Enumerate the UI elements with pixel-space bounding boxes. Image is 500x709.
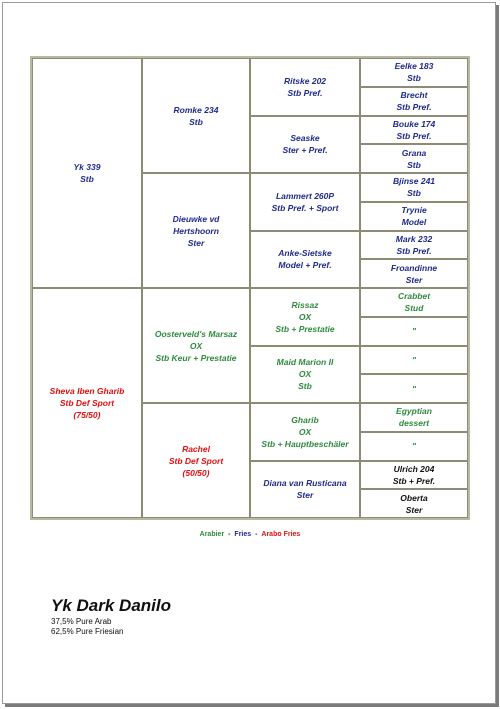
legend-separator: - <box>255 531 258 538</box>
pedigree-cell-gen3-7 <box>250 461 360 519</box>
pedigree-cell-gen4-12 <box>360 403 468 432</box>
pedigree-line: Seaske <box>290 133 320 144</box>
pedigree-line: Ster <box>405 504 423 515</box>
pedigree-line: OX <box>189 340 203 351</box>
pedigree-cell-gen2-1 <box>142 173 250 288</box>
horse-name: Yk Dark Danilo <box>51 596 171 615</box>
pedigree-line: Grana <box>401 147 427 158</box>
pedigree-cell-text <box>261 414 348 450</box>
pedigree-cell-gen3-2 <box>250 173 360 231</box>
breed-legend <box>0 531 500 538</box>
pedigree-line: Ritske 202 <box>283 75 327 86</box>
pedigree-line: Stb <box>407 159 421 170</box>
pedigree-cell-gen4-3 <box>360 144 468 173</box>
pedigree-cell-text <box>397 89 432 113</box>
pedigree-line: Stb <box>407 188 421 199</box>
pedigree-line: Ulrich 204 <box>393 463 435 474</box>
pedigree-cell-text <box>50 385 125 421</box>
pedigree-line: Stb Pref. <box>287 87 323 98</box>
pedigree-line: Model + Pref. <box>278 260 332 271</box>
pedigree-cell-gen3-4 <box>250 288 360 346</box>
pedigree-cell-text <box>391 262 437 286</box>
pedigree-cell-gen1-0 <box>32 58 142 288</box>
pedigree-line: Ster + Pref. <box>282 145 328 156</box>
pedigree-line: Froandinne <box>390 262 438 273</box>
pedigree-cell-gen4-6 <box>360 231 468 260</box>
pedigree-line: Stb <box>298 381 312 392</box>
pedigree-line: Trynie <box>401 205 427 216</box>
pedigree-cell-gen4-2 <box>360 116 468 145</box>
pedigree-line: Gharib <box>291 414 319 425</box>
pedigree-line: Stb <box>407 73 421 84</box>
pedigree-cell-gen3-6 <box>250 403 360 461</box>
pedigree-cell-gen4-0 <box>360 58 468 87</box>
pedigree-cell-text <box>393 463 435 487</box>
friesian-percentage: 62,5% Pure Friesian <box>51 627 124 636</box>
pedigree-table <box>30 56 470 520</box>
pedigree-cell-gen2-3 <box>142 403 250 518</box>
pedigree-line: Sheva Iben Gharib <box>49 386 125 396</box>
pedigree-cell-gen4-11 <box>360 374 468 403</box>
pedigree-line: OX <box>298 369 312 380</box>
pedigree-line: dessert <box>398 418 430 429</box>
pedigree-line: Ster <box>187 237 205 248</box>
pedigree-cell-text <box>275 299 334 335</box>
pedigree-line: Oberta <box>400 492 428 503</box>
pedigree-line: Ster <box>405 274 423 285</box>
pedigree-line: " <box>411 326 417 337</box>
pedigree-line: Bjinse 241 <box>392 176 436 187</box>
pedigree-cell-gen3-5 <box>250 346 360 404</box>
pedigree-line: Egyptian <box>396 406 432 417</box>
pedigree-line: Stb + Pref. <box>392 475 436 486</box>
pedigree-line: Rissaz <box>291 299 319 310</box>
pedigree-line: Stb Pref. <box>396 102 432 113</box>
pedigree-cell-text <box>169 443 223 479</box>
pedigree-cell-gen4-15 <box>360 489 468 518</box>
pedigree-cell-gen3-3 <box>250 231 360 289</box>
pedigree-line: Brecht <box>400 90 428 101</box>
pedigree-line: " <box>411 441 417 452</box>
pedigree-cell-gen3-0 <box>250 58 360 116</box>
pedigree-cell-text <box>174 104 219 128</box>
pedigree-cell-gen4-10 <box>360 346 468 375</box>
pedigree-line: Stb Keur + Prestatie <box>155 352 237 363</box>
pedigree-cell-text <box>395 60 434 84</box>
pedigree-line: Eelke 183 <box>394 61 434 72</box>
pedigree-cell-text <box>412 354 416 366</box>
legend-fries: Fries <box>234 531 252 538</box>
pedigree-line: Stb <box>80 174 94 184</box>
pedigree-line: Mark 232 <box>395 233 433 244</box>
pedigree-line: Dieuwke vd <box>172 213 220 224</box>
pedigree-line: Crabbet <box>397 291 431 302</box>
pedigree-line: OX <box>298 426 312 437</box>
pedigree-cell-gen4-7 <box>360 259 468 288</box>
pedigree-cell-text <box>282 132 327 156</box>
legend-arabier: Arabier <box>199 531 225 538</box>
pedigree-cell-text <box>401 204 426 228</box>
pedigree-cell-text <box>263 477 346 501</box>
pedigree-cell-text <box>155 328 237 364</box>
legend-arabo: Arabo <box>261 531 282 538</box>
pedigree-cell-gen4-14 <box>360 461 468 490</box>
pedigree-line: Stb + Prestatie <box>275 323 335 334</box>
pedigree-line: Stb Def Sport <box>59 398 115 408</box>
pedigree-line: Stud <box>404 303 424 314</box>
pedigree-cell-gen1-1 <box>32 288 142 518</box>
pedigree-line: Hertshoorn <box>173 225 219 236</box>
pedigree-cell-gen3-1 <box>250 116 360 174</box>
pedigree-line: Stb Pref. <box>396 130 432 141</box>
pedigree-line: Lammert 260P <box>275 190 335 201</box>
legend-arabo-fries: Fries <box>283 531 301 538</box>
pedigree-line: Yk 339 <box>73 162 101 172</box>
pedigree-line: Oosterveld's Marsaz <box>154 328 238 339</box>
pedigree-line: (50/50) <box>182 467 210 478</box>
pedigree-cell-text <box>272 190 339 214</box>
pedigree-cell-gen2-2 <box>142 288 250 403</box>
arab-percentage: 37,5% Pure Arab <box>51 617 112 626</box>
pedigree-cell-text <box>412 440 416 452</box>
pedigree-cell-text <box>396 233 432 257</box>
pedigree-line: Ster <box>296 490 314 501</box>
pedigree-cell-text <box>402 147 427 171</box>
pedigree-line: Stb Pref. <box>396 245 432 256</box>
pedigree-line: Model <box>401 217 427 228</box>
pedigree-cell-text <box>412 383 416 395</box>
pedigree-cell-text <box>412 325 416 337</box>
pedigree-line: Stb Pref. + Sport <box>271 202 339 213</box>
pedigree-line: Maid Marion II <box>276 357 334 368</box>
pedigree-cell-text <box>393 175 435 199</box>
pedigree-cell-gen4-13 <box>360 432 468 461</box>
pedigree-line: " <box>411 354 417 365</box>
pedigree-cell-text <box>278 247 331 271</box>
pedigree-cell-text <box>396 405 432 429</box>
pedigree-cell-gen4-8 <box>360 288 468 317</box>
pedigree-line: (75/50) <box>73 410 101 420</box>
pedigree-line: OX <box>298 311 312 322</box>
pedigree-line: Stb + Hauptbeschäler <box>261 438 349 449</box>
pedigree-cell-gen4-5 <box>360 202 468 231</box>
pedigree-cell-text <box>398 290 430 314</box>
pedigree-line: Stb Def Sport <box>168 455 224 466</box>
pedigree-cell-gen4-9 <box>360 317 468 346</box>
legend-separator: - <box>228 531 231 538</box>
pedigree-line: " <box>411 383 417 394</box>
pedigree-line: Diana van Rusticana <box>263 478 347 489</box>
pedigree-cell-text <box>400 492 427 516</box>
pedigree-cell-text <box>74 161 101 185</box>
pedigree-cell-text <box>393 118 436 142</box>
pedigree-line: Anke-Sietske <box>278 248 332 259</box>
pedigree-line: Rachel <box>182 443 210 454</box>
pedigree-cell-text <box>173 213 220 249</box>
pedigree-cell-text <box>277 356 334 392</box>
pedigree-cell-gen2-0 <box>142 58 250 173</box>
pedigree-cell-text <box>284 75 326 99</box>
pedigree-line: Bouke 174 <box>392 118 436 129</box>
pedigree-cell-gen4-1 <box>360 87 468 116</box>
pedigree-line: Romke 234 <box>173 104 219 115</box>
pedigree-line: Stb <box>189 116 203 127</box>
pedigree-cell-gen4-4 <box>360 173 468 202</box>
